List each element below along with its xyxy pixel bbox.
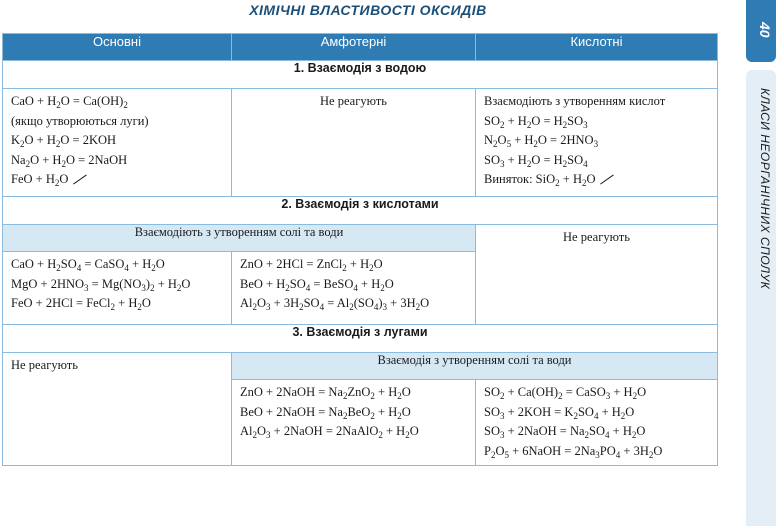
- water-reactions-row: [3, 89, 718, 197]
- water-amphoteric-cell: [232, 89, 476, 197]
- equation: CaO + $H_2O = Ca(OH)_2$: [11, 94, 128, 110]
- no-reaction-arrow-icon: [72, 174, 86, 186]
- section-row-acids: [3, 197, 718, 225]
- equation: $SO_2 + H_2O = H_2SO_3$: [484, 113, 588, 130]
- equation: FeO + $H_2O$: [11, 170, 223, 190]
- equation: $SO_3$ + 2NaOH = $Na_2SO_4 + H_2O$: [484, 424, 646, 440]
- chapter-label: КЛАСИ НЕОРГАНІЧНИХ СПОЛУК: [758, 88, 772, 290]
- equation: $SO_2 + Ca(OH)_2$ = CaSO$_3$ + $H_2O$: [484, 385, 647, 401]
- page-sidebar: [746, 0, 776, 526]
- water-basic-cell: [3, 89, 232, 197]
- header-row: [3, 34, 718, 61]
- equation: $N_2O_5 + H_2O = 2HNO_3$: [484, 133, 599, 149]
- equation: ZnO + 2NaOH = $Na_2ZnO_2 + H_2O$: [240, 385, 411, 401]
- alkalis-acidic-cell: [476, 380, 718, 466]
- section-row-water: [3, 61, 718, 89]
- note: Взаємодіють з утворенням кислот: [484, 94, 666, 108]
- alkalis-amphoteric-cell: [232, 380, 476, 466]
- equation: Виняток: $SiO_2 + H_2O$: [484, 170, 709, 190]
- page-title: ХІМІЧНІ ВЛАСТИВОСТІ ОКСИДІВ: [249, 2, 487, 18]
- alkalis-basic-cell: [3, 353, 232, 466]
- equation: $Al_2O_3$ + 2NaOH = 2NaAlO$_2$ + $H_2O$: [240, 424, 419, 440]
- equation: $K_2O + H_2O = 2KOH$: [11, 133, 117, 149]
- equation: BeO + 2NaOH = $Na_2BeO_2 + H_2O$: [240, 404, 411, 421]
- equation: $SO_3 + 2KOH = K_2SO_4 + H_2O$: [484, 404, 635, 421]
- oxide-properties-table: [2, 33, 718, 466]
- section-title-acids: 2. Взаємодія з кислотами: [3, 197, 718, 225]
- col-header-amphoteric: Амфотерні: [232, 34, 476, 61]
- acids-subheader-row: [3, 225, 718, 252]
- equation: $P_2O_5$ + 6NaOH = $2Na_3PO_4 + 3H_2O$: [484, 443, 663, 460]
- equation: BeO + $H_2SO_4$ = BeSO$_4$ + $H_2O$: [240, 276, 394, 293]
- page-number: 40: [757, 22, 773, 38]
- equation: CaO + $H_2SO_4$ = CaSO$_4$ + $H_2O$: [11, 257, 165, 273]
- no-reaction-text: Не реагують: [320, 94, 387, 108]
- col-header-acidic: Кислотні: [476, 34, 718, 61]
- alkalis-subheader-row: [3, 353, 718, 380]
- page-number-tab: [746, 0, 776, 62]
- acids-basic-cell: [3, 252, 232, 325]
- no-reaction-text: Не реагують: [11, 358, 78, 372]
- alkalis-subheader: Взаємодія з утворенням солі та води: [232, 353, 718, 380]
- equation: ZnO + 2HCl = ZnCl$_2$ + $H_2O$: [240, 257, 383, 273]
- section-row-alkalis: [3, 325, 718, 353]
- section-title-water: 1. Взаємодія з водою: [3, 61, 718, 89]
- acids-subheader: Взаємодіють з утворенням солі та води: [3, 225, 476, 252]
- note: (якщо утворюються луги): [11, 113, 149, 128]
- no-reaction-text: Не реагують: [563, 230, 630, 244]
- acids-acidic-cell: [476, 225, 718, 325]
- col-header-basic: Основні: [3, 34, 232, 61]
- acids-amphoteric-cell: [232, 252, 476, 325]
- equation: $Na_2O + H_2O$ = 2NaOH: [11, 152, 128, 169]
- equation: $Al_2O_3 + 3H_2SO_4 = Al_2(SO_4)_3 + 3H_2O$: [240, 296, 430, 312]
- equation: FeO + 2HCl = FeCl$_2$ + $H_2O$: [11, 296, 151, 312]
- no-reaction-arrow-icon: [599, 174, 613, 186]
- equation: MgO + $2HNO_3 = Mg(NO_3)_2 + H_2O$: [11, 276, 191, 293]
- water-acidic-cell: [476, 89, 718, 197]
- equation: $SO_3 + H_2O = H_2SO_4$: [484, 152, 588, 169]
- section-title-alkalis: 3. Взаємодія з лугами: [3, 325, 718, 353]
